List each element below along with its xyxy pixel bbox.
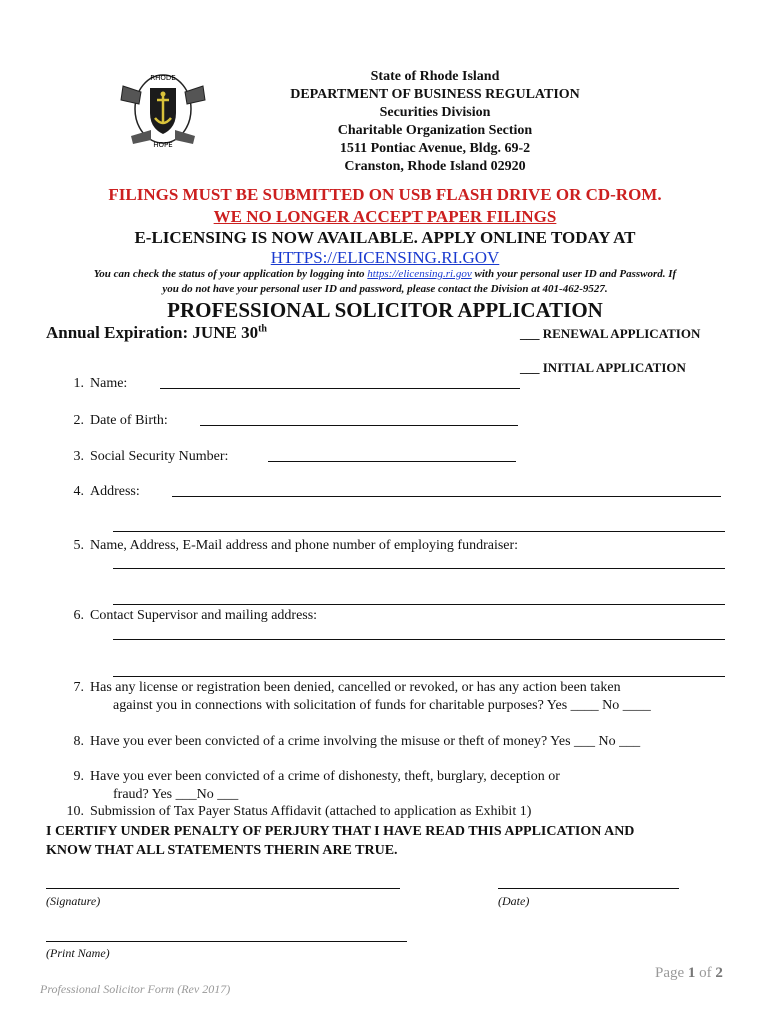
banner-filings: FILINGS MUST BE SUBMITTED ON USB FLASH DRIVE OR CD-ROM. bbox=[108, 185, 662, 204]
note-prefix: You can check the status of your application by logging into bbox=[93, 268, 368, 280]
question-fundraiser bbox=[60, 537, 518, 555]
agency-header bbox=[230, 68, 640, 176]
q-num: 4. bbox=[73, 484, 84, 499]
question-dishonesty-cont: fraud? Yes ___No ___ bbox=[113, 787, 239, 802]
form-title: PROFESSIONAL SOLICITOR APPLICATION bbox=[167, 298, 603, 322]
ssn-field[interactable] bbox=[268, 461, 516, 462]
q-num: 8. bbox=[73, 734, 84, 749]
q-num: 9. bbox=[73, 769, 84, 784]
q-num: 6. bbox=[73, 608, 84, 623]
question-ssn bbox=[60, 448, 228, 466]
note-line2: you do not have your personal user ID and password, please contact the Division at 401-462-9527. bbox=[162, 283, 608, 295]
header-section: Charitable Organization Section bbox=[337, 123, 533, 138]
question-license-denied-cont: against you in connections with solicitation of funds for charitable purposes? Yes ____ No ____ bbox=[113, 698, 651, 713]
header-street: 1511 Pontiac Avenue, Bldg. 69-2 bbox=[339, 141, 531, 156]
signature-field[interactable] bbox=[46, 888, 400, 889]
address-field[interactable] bbox=[172, 496, 721, 497]
question-dob bbox=[60, 412, 168, 430]
date-field[interactable] bbox=[498, 888, 679, 889]
seal-bottom-text: HOPE bbox=[153, 141, 173, 149]
name-field[interactable] bbox=[160, 388, 520, 389]
fundraiser-field-2[interactable] bbox=[113, 604, 725, 605]
note-suffix: with your personal user ID and Password. If bbox=[471, 268, 677, 280]
q-text: Contact Supervisor and mailing address: bbox=[90, 608, 318, 623]
q-num: 5. bbox=[73, 538, 84, 553]
question-address bbox=[60, 483, 140, 501]
question-supervisor bbox=[60, 607, 317, 625]
expiration bbox=[46, 323, 267, 343]
banner-elicensing: E-LICENSING IS NOW AVAILABLE. APPLY ONLINE TODAY AT bbox=[134, 228, 636, 247]
expiration-label: Annual Expiration: JUNE 30 bbox=[46, 323, 259, 342]
q-text: Social Security Number: bbox=[90, 449, 229, 464]
header-city: Cranston, Rhode Island 02920 bbox=[344, 159, 526, 174]
page-current: 1 bbox=[687, 965, 696, 981]
status-note bbox=[40, 267, 730, 297]
q-text: Has any license or registration been denied, cancelled or revoked, or has any action been taken bbox=[90, 680, 621, 695]
q-text: Date of Birth: bbox=[90, 413, 168, 428]
elicensing-link[interactable]: HTTPS://ELICENSING.RI.GOV bbox=[270, 248, 500, 267]
header-division: Securities Division bbox=[379, 105, 491, 120]
q-text: Have you ever been convicted of a crime involving the misuse or theft of money? Yes ___ No ___ bbox=[90, 734, 641, 749]
header-department: DEPARTMENT OF BUSINESS REGULATION bbox=[290, 87, 580, 102]
seal-top-text: RHODE bbox=[150, 74, 176, 82]
print-name-field[interactable] bbox=[46, 941, 407, 942]
question-theft-money bbox=[60, 733, 640, 751]
page-of: of bbox=[699, 965, 712, 981]
certify-line1: I CERTIFY UNDER PENALTY OF PERJURY THAT I HAVE READ THIS APPLICATION AND bbox=[46, 824, 635, 839]
rhode-island-seal bbox=[117, 68, 209, 150]
header-state: State of Rhode Island bbox=[370, 69, 500, 84]
form-footer: Professional Solicitor Form (Rev 2017) bbox=[40, 982, 231, 996]
question-affidavit bbox=[60, 803, 531, 821]
note-link[interactable]: https://elicensing.ri.gov bbox=[367, 268, 472, 280]
page-number bbox=[655, 965, 723, 982]
banner-url-row bbox=[40, 247, 730, 268]
q-text: Address: bbox=[90, 484, 140, 499]
supervisor-field[interactable] bbox=[113, 639, 725, 640]
print-name-caption: (Print Name) bbox=[46, 946, 110, 960]
date-caption: (Date) bbox=[498, 894, 530, 908]
signature-caption: (Signature) bbox=[46, 894, 101, 908]
q-text: Name: bbox=[90, 376, 128, 391]
fundraiser-field[interactable] bbox=[113, 568, 725, 569]
dob-field[interactable] bbox=[200, 425, 518, 426]
q-num: 10. bbox=[66, 804, 84, 819]
q-num: 2. bbox=[73, 413, 84, 428]
page-label: Page bbox=[655, 965, 685, 981]
expiration-sup: th bbox=[258, 323, 267, 335]
certification bbox=[46, 822, 736, 860]
q-text: Submission of Tax Payer Status Affidavit (attached to application as Exhibit 1) bbox=[90, 804, 532, 819]
address-field-2[interactable] bbox=[113, 531, 725, 532]
banner-no-paper: WE NO LONGER ACCEPT PAPER FILINGS bbox=[213, 207, 557, 226]
q-num: 1. bbox=[73, 376, 84, 391]
question-dishonesty bbox=[60, 768, 560, 786]
initial-option[interactable]: ___ INITIAL APPLICATION bbox=[520, 360, 686, 375]
page-total: 2 bbox=[715, 965, 723, 981]
question-license-denied bbox=[60, 679, 621, 697]
q-num: 7. bbox=[73, 680, 84, 695]
q-text: Name, Address, E-Mail address and phone number of employing fundraiser: bbox=[90, 538, 519, 553]
q-text: Have you ever been convicted of a crime of dishonesty, theft, burglary, deception or bbox=[90, 769, 560, 784]
question-name bbox=[60, 375, 127, 393]
renewal-option[interactable]: ___ RENEWAL APPLICATION bbox=[520, 326, 701, 341]
supervisor-field-2[interactable] bbox=[113, 676, 725, 677]
q-num: 3. bbox=[73, 449, 84, 464]
certify-line2: KNOW THAT ALL STATEMENTS THERIN ARE TRUE. bbox=[46, 843, 398, 858]
